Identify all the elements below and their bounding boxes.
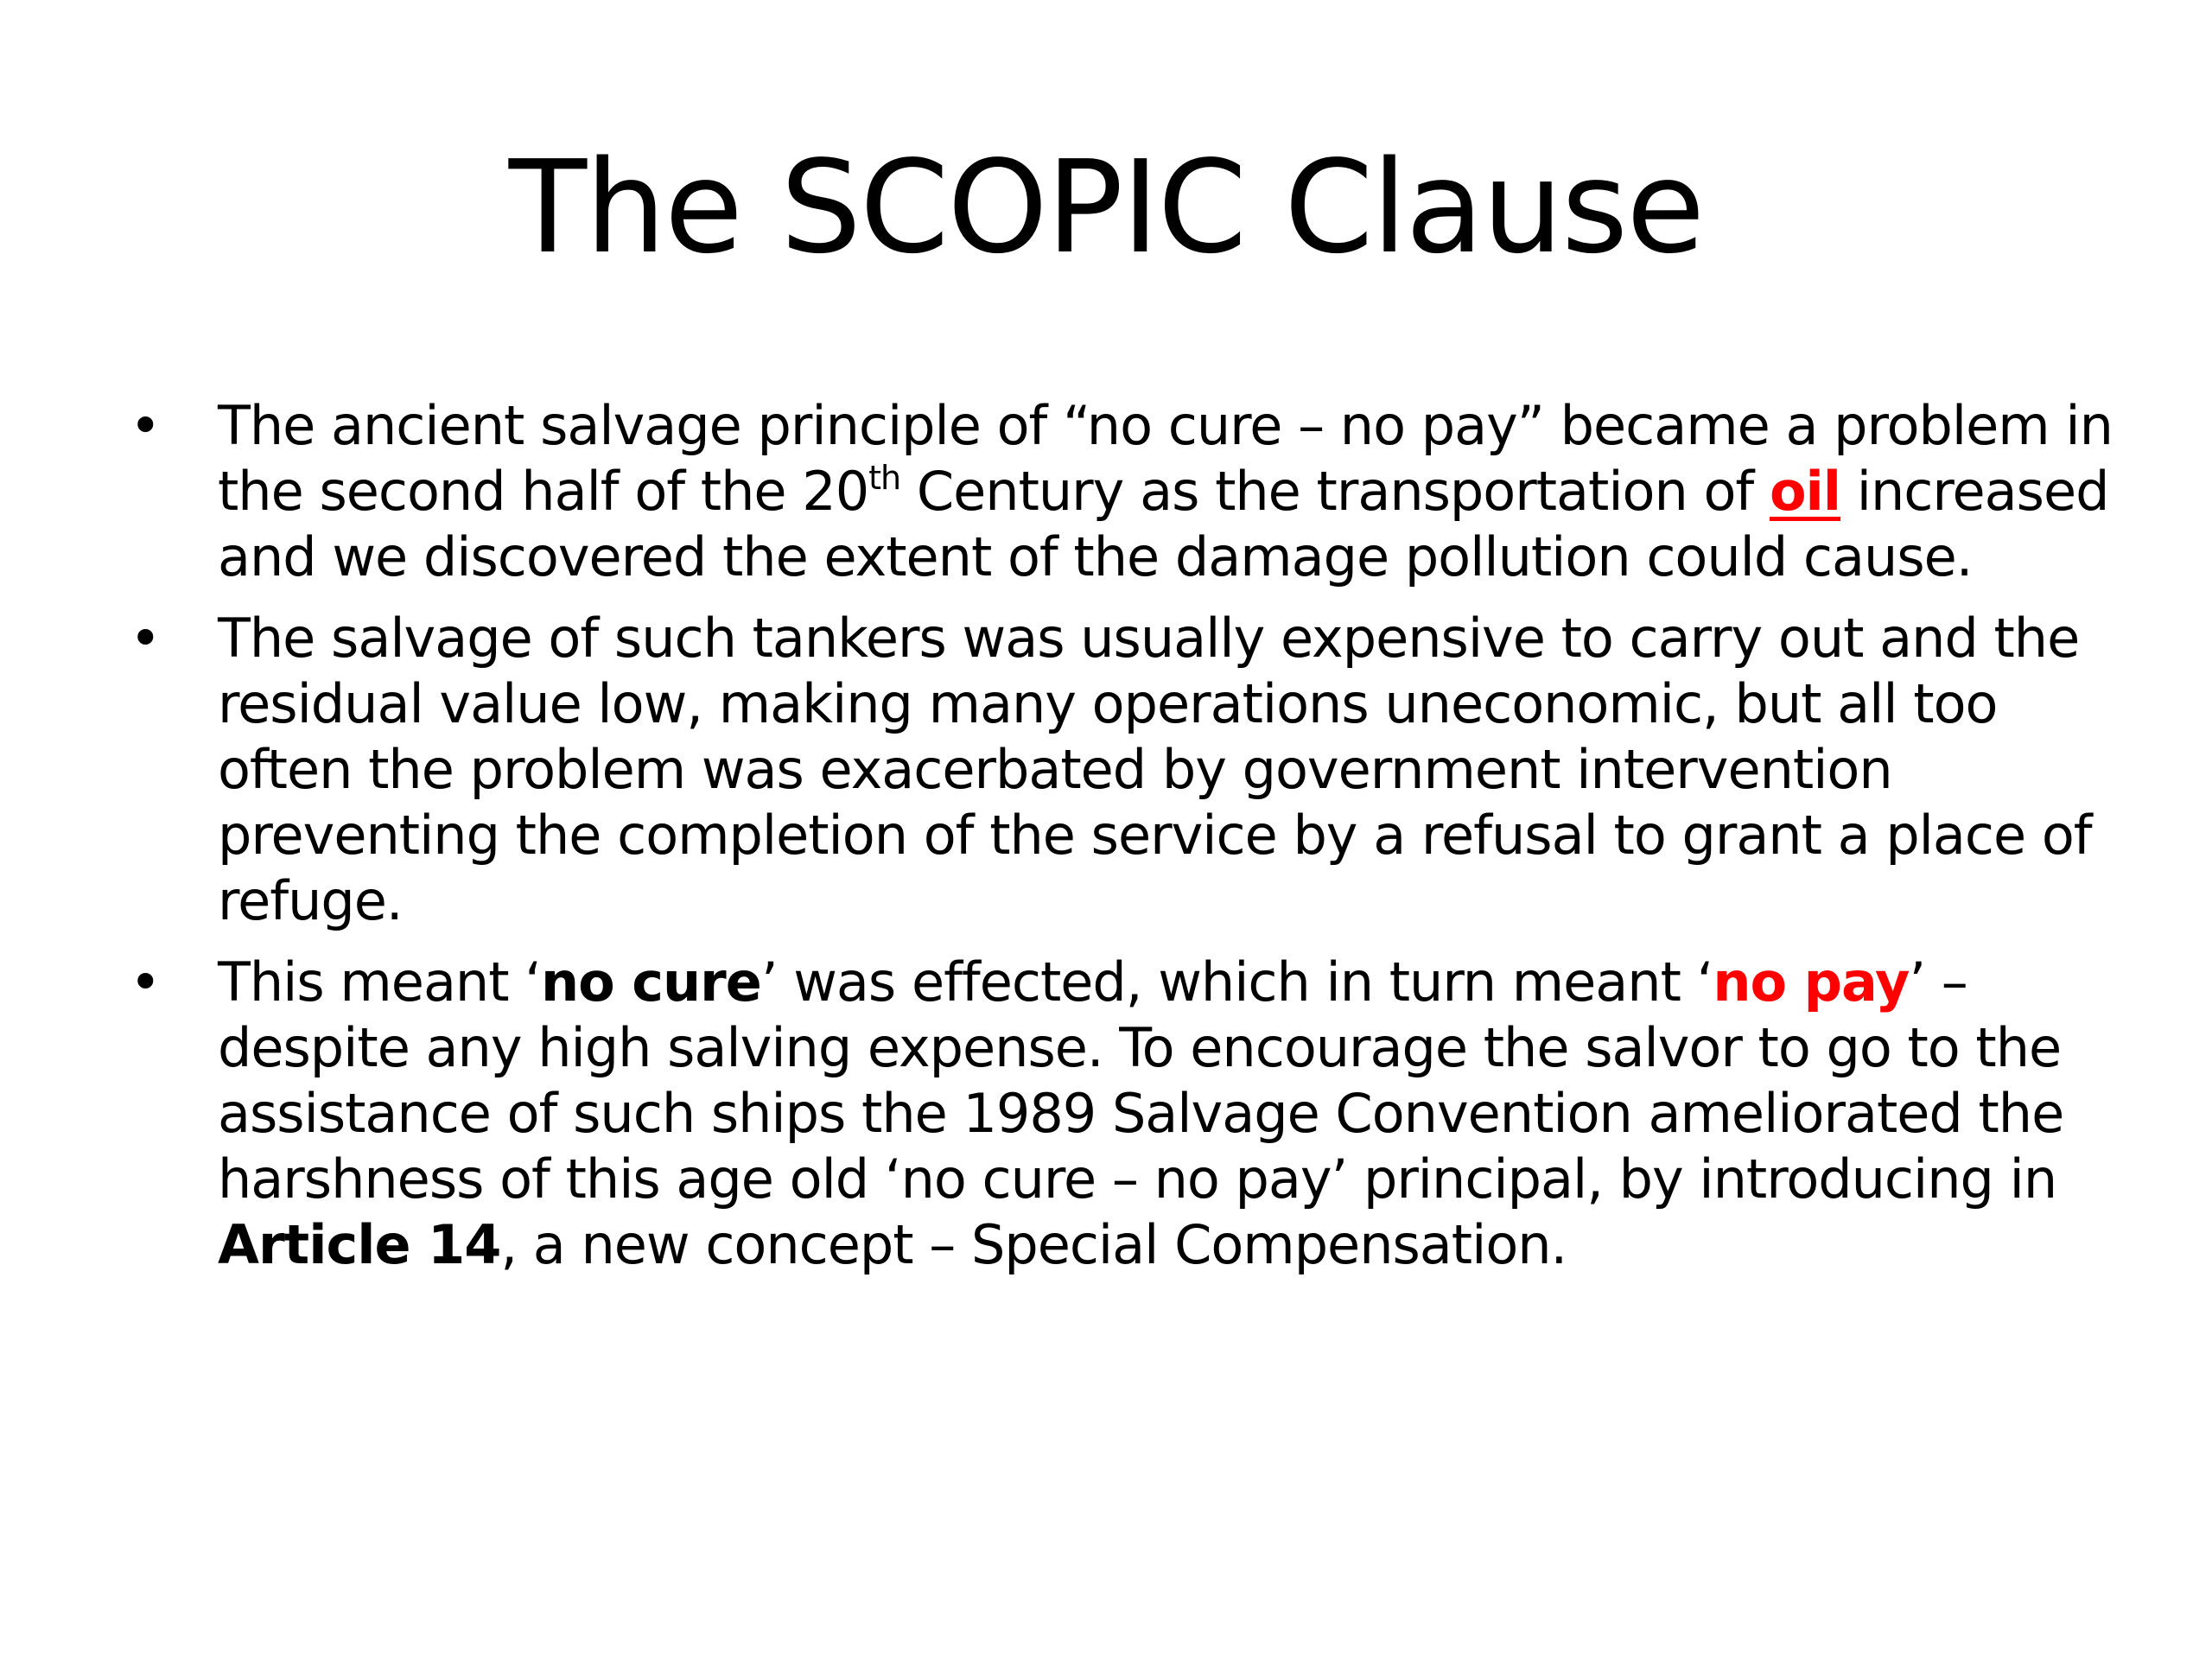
slide-title: The SCOPIC Clause — [508, 133, 1704, 282]
bullet-1-text-cont: Century as the transportation of — [900, 460, 1770, 523]
bullet-item-2 — [130, 606, 2117, 934]
bullet-icon: • — [130, 607, 161, 670]
oil-highlight: oil — [1769, 460, 1841, 523]
bullet-1-superscript: th — [868, 459, 901, 497]
bullet-1-text-end: increased and we discovered the extent of the damage pollution could cause. — [218, 460, 2109, 588]
bullet-list — [130, 393, 2117, 1294]
no-pay-highlight: no pay — [1713, 950, 1910, 1014]
bullet-3-text-mid: ’ – despite any high salving expense. To encourage the salvor to go to the assistance of such ships the 1989 Salvage Convention ameliorated the harshness of this age old ‘no cure – no pay’ principal, by introducing in — [218, 950, 2064, 1211]
bullet-icon: • — [130, 394, 161, 457]
bullet-item-3 — [130, 950, 2117, 1278]
bullet-2-text: The salvage of such tankers was usually expensive to carry out and the residual value low, making many operations uneconomic, but all too often the problem was exacerbated by government intervention preventing the completion of the service by a refusal to grant a place of refuge. — [218, 607, 2092, 932]
bullet-1-text: The ancient salvage principle of “no cure – no pay” became a problem in the second half of the 20 — [218, 394, 2113, 523]
bullet-item-1 — [130, 393, 2117, 590]
no-cure-bold: no cure — [540, 950, 761, 1014]
bullet-icon: • — [130, 950, 161, 1014]
bullet-3-text-cont: ’ was effected, which in turn meant ‘ — [760, 950, 1713, 1014]
bullet-3-text: This meant ‘ — [218, 950, 541, 1014]
bullet-3-text-end: , a new concept – Special Compensation. — [500, 1213, 1567, 1276]
article-14-bold: Article 14 — [218, 1213, 501, 1276]
